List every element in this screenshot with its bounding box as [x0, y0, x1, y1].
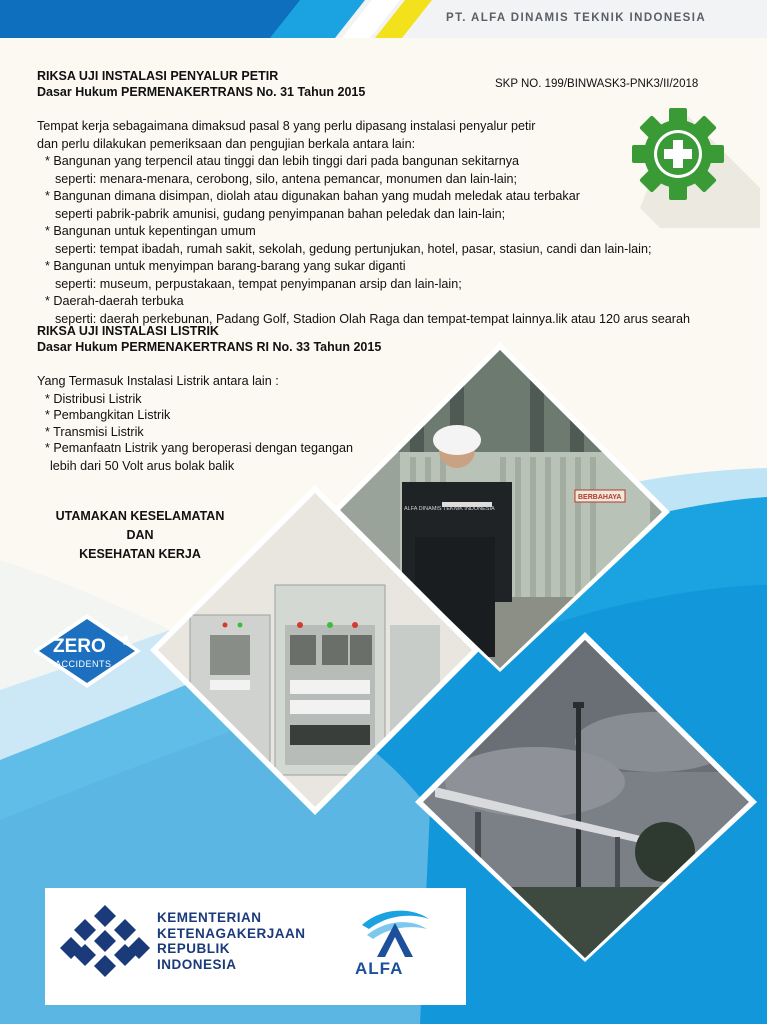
list-item: * Distribusi Listrik: [45, 391, 142, 406]
list-item-detail: lebih dari 50 Volt arus bolak balik: [50, 458, 235, 473]
list-item: * Bangunan untuk menyimpan barang-barang yang sukar diganti: [45, 259, 406, 273]
ministry-logo-icon: [60, 905, 150, 977]
list-item: * Transmisi Listrik: [45, 424, 144, 439]
alfa-logo-text: ALFA: [355, 959, 404, 978]
ministry-line: KEMENTERIAN: [157, 910, 262, 925]
section-basis: Dasar Hukum PERMENAKERTRANS RI No. 33 Tahun 2015: [37, 340, 382, 354]
vest-label: ALFA DINAMIS TEKNIK INDONESIA: [404, 506, 495, 512]
company-name: PT. ALFA DINAMIS TEKNIK INDONESIA: [446, 12, 707, 24]
ministry-line: REPUBLIK: [157, 941, 231, 956]
slogan-line: UTAMAKAN KESELAMATAN: [55, 509, 225, 523]
section-title: RIKSA UJI INSTALASI LISTRIK: [37, 324, 219, 338]
intro-line: Tempat kerja sebagaimana dimaksud pasal 8 yang perlu dipasang instalasi penyalur petir: [37, 119, 536, 133]
list-item-detail: seperti: menara-menara, cerobong, silo, antena pemancar, monumen dan lain-lain;: [55, 171, 518, 186]
skp-number: SKP NO. 199/BINWASK3-PNK3/II/2018: [495, 78, 699, 90]
photo-lightning-tower: [415, 632, 767, 962]
ministry-line: INDONESIA: [157, 956, 237, 972]
badge-line2: ACCIDENTS: [55, 659, 112, 669]
list-item: * Daerah-daerah terbuka: [45, 294, 184, 308]
zero-accidents-badge: [33, 614, 141, 688]
ministry-name: [157, 910, 306, 972]
section-penyalur-petir: [37, 68, 690, 328]
section-title: RIKSA UJI INSTALASI PENYALUR PETIR: [37, 69, 279, 83]
badge-line1: ZERO: [53, 636, 106, 657]
list-item: * Pembangkitan Listrik: [45, 408, 171, 422]
safety-gear-icon: [620, 98, 760, 228]
list-item-detail: seperti: museum, perpustakaan, tempat penyimpanan arsip dan lain-lain;: [55, 276, 462, 291]
section-basis: Dasar Hukum PERMENAKERTRANS No. 31 Tahun 2015: [37, 85, 366, 99]
alfa-logo-icon: [357, 905, 433, 960]
list-item-detail: seperti: daerah perkebunan, Padang Golf, Stadion Olah Raga dan tempat-tempat lainnya.lik atau 120 arus searah: [55, 311, 690, 326]
list-item: * Bangunan dimana disimpan, diolah atau digunakan bahan yang mudah meledak atau terbakar: [45, 189, 580, 203]
list-item: * Bangunan untuk kepentingan umum: [45, 224, 256, 238]
intro-line: dan perlu dilakukan pemeriksaan dan pengujian berkala antara lain:: [37, 136, 416, 151]
slogan-line: DAN: [126, 528, 154, 542]
list-item: * Pemanfaatn Listrik yang beroperasi dengan tegangan: [45, 441, 354, 455]
list-item-detail: seperti: tempat ibadah, rumah sakit, sekolah, gedung pertunjukan, hotel, pasar, stasiun, candi dan lain-lain;: [55, 241, 652, 256]
ministry-line: KETENAGAKERJAAN: [157, 925, 306, 941]
warning-label: BERBAHAYA: [578, 494, 622, 501]
intro-line: Yang Termasuk Instalasi Listrik antara lain :: [37, 374, 279, 388]
list-item: * Bangunan yang terpencil atau tinggi dan lebih tinggi dari pada bangunan sekitarnya: [45, 154, 520, 168]
slogan-line: KESEHATAN KERJA: [79, 547, 201, 561]
list-item-detail: seperti pabrik-pabrik amunisi, gudang penyimpanan bahan peledak dan lain-lain;: [55, 206, 506, 221]
